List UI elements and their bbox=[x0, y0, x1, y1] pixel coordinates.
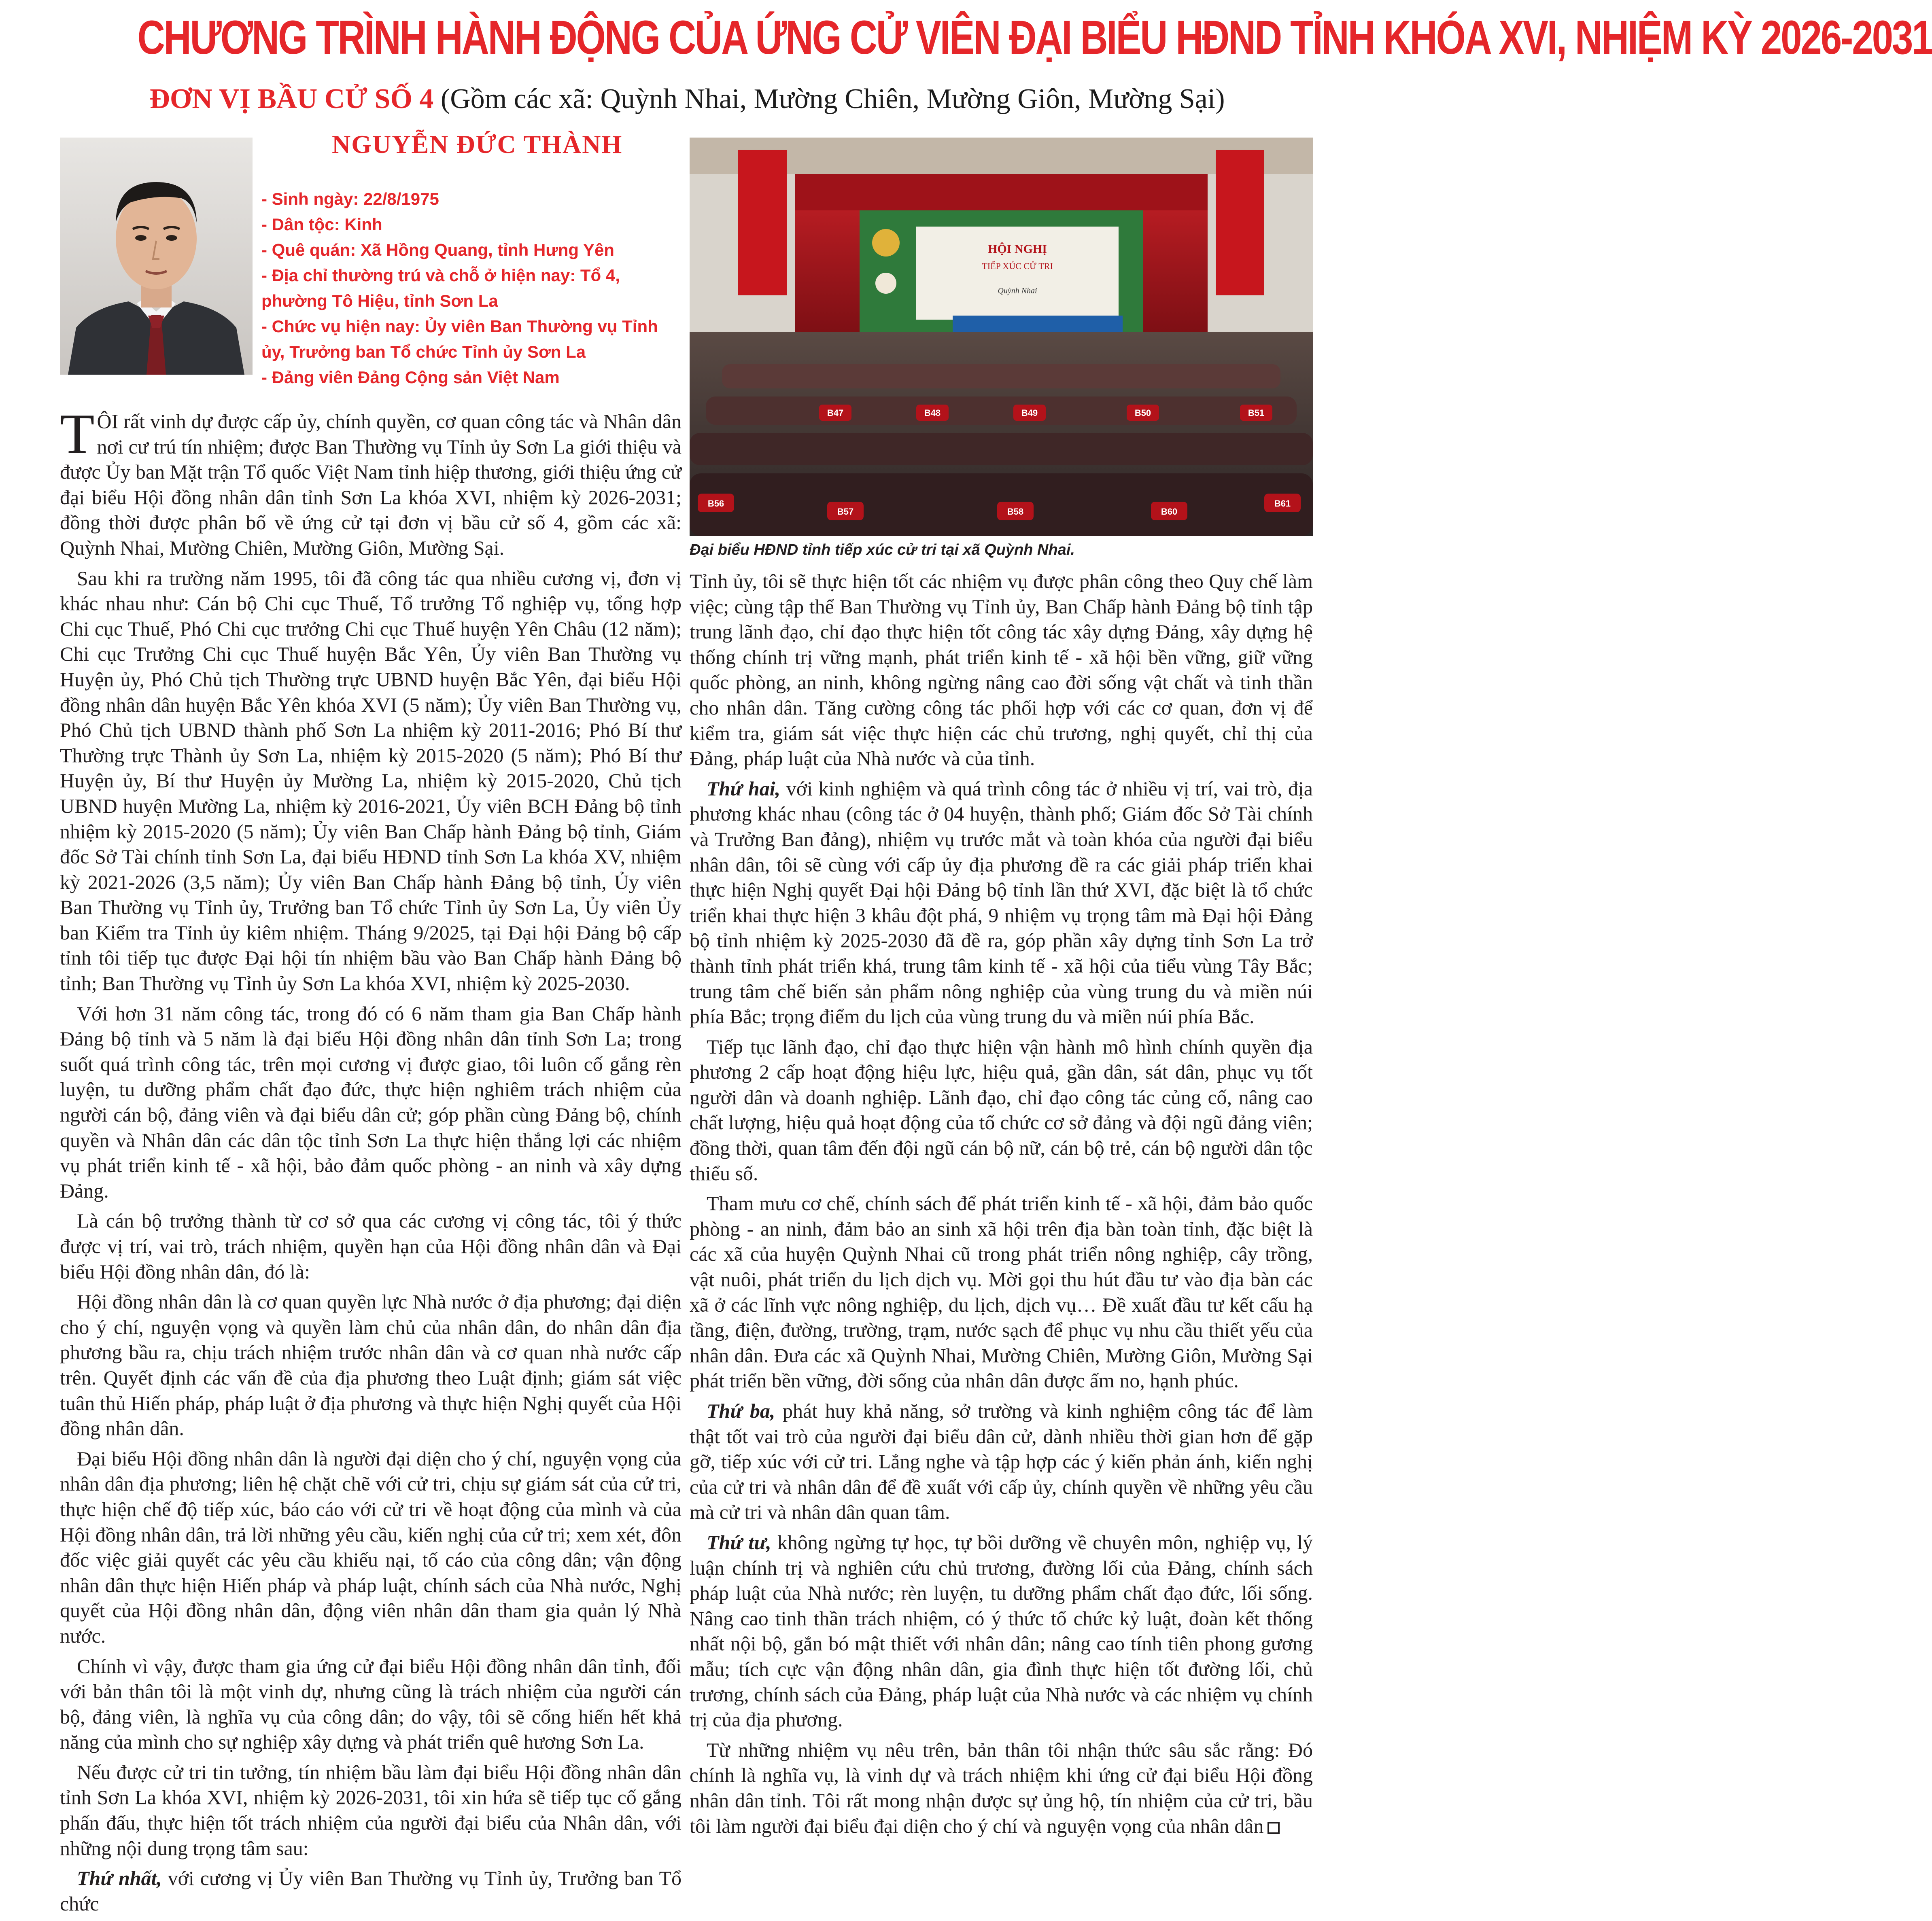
seat-label: B48 bbox=[924, 408, 941, 418]
conference-photo bbox=[690, 138, 1313, 536]
conference-hall-illustration bbox=[690, 138, 1313, 536]
seat-label: B58 bbox=[1007, 507, 1024, 517]
second-priority-text: với kinh nghiệm và quá trình công tác ở nhiều vị trí, vai trò, địa phương khác nhau (công tác ở 04 huyện, thành phố; Giám đốc Sở Tài chính và Trưởng Ban đảng), nhiệm vụ trước mắt và toàn khóa của người đại biểu nhân dân, tôi sẽ cùng với cấp ủy địa phương đề ra các giải pháp triển khai thực hiện Nghị quyết Đại hội Đảng bộ tỉnh lần thứ XVI, đặc biệt là tổ chức triển khai thực hiện 3 khâu đột phá, 9 nhiệm vụ trọng tâm mà Đại hội Đảng bộ tỉnh nhiệm kỳ 2025-2030 đã đề ra, góp phần xây dựng tỉnh Sơn La trở thành tỉnh phát triển khá, trung tâm kinh tế - xã hội của tiểu vùng Tây Bắc; trung tâm chế biến sản phẩm nông nghiệp của vùng trung du và miền núi phía Bắc; trọng điểm du lịch của vùng trung du và miền núi phía Bắc. bbox=[690, 777, 1313, 1028]
fourth-priority-lead: Thứ tư, bbox=[707, 1531, 771, 1554]
first-priority-lead: Thứ nhất, bbox=[77, 1867, 162, 1890]
seat-label: B60 bbox=[1161, 507, 1178, 517]
seat-label: B47 bbox=[827, 408, 844, 418]
photo-caption: Đại biểu HĐND tỉnh tiếp xúc cử tri tại xã Quỳnh Nhai. bbox=[690, 541, 1075, 558]
intro-paragraph bbox=[60, 403, 682, 561]
commitment-paragraph: Chính vì vậy, được tham gia ứng cử đại biểu Hội đồng nhân dân tỉnh, đối với bản thân tôi là một vinh dự, nhưng cũng là trách nhiệm của người cán bộ, đảng viên, là nghĩa vụ của công dân; do vậy, tôi sẽ cống hiến hết khả năng của mình cho sự nghiệp xây dựng và phát triển quê hương Sơn La. bbox=[60, 1654, 682, 1753]
bio-address: - Địa chỉ thường trú và chỗ ở hiện nay: Tổ 4, phường Tô Hiệu, tỉnh Sơn La bbox=[261, 266, 620, 310]
second-priority-lead: Thứ hai, bbox=[707, 777, 781, 800]
stage-banner-subtitle: TIẾP XÚC CỬ TRI bbox=[982, 261, 1053, 271]
end-mark-icon bbox=[1267, 1822, 1280, 1834]
stage-banner-title: HỘI NGHỊ bbox=[988, 242, 1047, 256]
career-paragraph: Sau khi ra trường năm 1995, tôi đã công tác qua nhiều cương vị, đơn vị khác nhau như: Cán bộ Chi cục Thuế, Tổ trưởng Tổ nghiệp vụ, tổng hợp Chi cục Thuế, Phó Chi cục trưởng Chi cục Thuế huyện Yên Châu (12 năm); Chi cục Trưởng Chi cục Thuế huyện Bắc Yên, Ủy viên Ban Thường vụ Huyện ủy, Phó Chủ tịch Thường trực UBND huyện Bắc Yên, đại biểu Hội đồng nhân dân huyện Bắc Yên khóa XVI (5 năm); Ủy viên Ban Thường vụ, Phó Chủ tịch UBND thành phố Sơn La nhiệm kỳ 2011-2016; Phó Bí thư Thường trực Thành ủy Sơn La, nhiệm kỳ 2015-2020 (5 năm); Phó Bí thư Huyện ủy, Bí thư Huyện ủy Mường La, nhiệm kỳ 2015-2020, Chủ tịch UBND huyện Mường La, nhiệm kỳ 2016-2021, Ủy viên BCH Đảng bộ tỉnh nhiệm kỳ 2015-2020 (5 năm); Ủy viên Ban Chấp hành Đảng bộ tỉnh, Giám đốc Sở Tài chính tỉnh Sơn La, đại biểu HĐND tỉnh Sơn La khóa XV, nhiệm kỳ 2021-2026 (3,5 năm); Ủy viên Ban Chấp hành Đảng bộ tỉnh, Ủy viên Ban Thường vụ Tỉnh ủy, Trưởng ban Tổ chức Tỉnh ủy Sơn La, Ủy viên Ủy ban Kiểm tra Tỉnh ủy kiêm nhiệm. Tháng 9/2025, tại Đại hội Đảng bộ cấp tỉnh tôi tiếp tục được Đại hội tín nhiệm bầu vào Ban Chấp hành Đảng bộ tỉnh; Ban Thường vụ Tỉnh ủy Sơn La khóa XVI, nhiệm kỳ 2025-2030. bbox=[60, 566, 682, 995]
drop-cap: T bbox=[60, 403, 95, 465]
bio-hometown: - Quê quán: Xã Hồng Quang, tỉnh Hưng Yên bbox=[261, 240, 614, 259]
local-government-paragraph: Tiếp tục lãnh đạo, chỉ đạo thực hiện vận hành mô hình chính quyền địa phương 2 cấp hoạt động hiệu lực, hiệu quả, gần dân, sát dân, phục vụ tốt người dân và doanh nghiệp. Lãnh đạo, chỉ đạo công tác củng cố, nâng cao chất lượng, hiệu quả hoạt động của tổ chức cơ sở đảng và đội ngũ đảng viên; đồng thời, quan tâm đến đội ngũ cán bộ nữ, cán bộ trẻ, cán bộ người dân tộc thiểu số. bbox=[690, 1035, 1313, 1185]
role-awareness-paragraph: Là cán bộ trưởng thành từ cơ sở qua các cương vị công tác, tôi ý thức được vị trí, vai trò, trách nhiệm, quyền hạn của Hội đồng nhân dân và Đại biểu Hội đồng nhân dân, đó là: bbox=[60, 1209, 682, 1283]
page-headline: CHƯƠNG TRÌNH HÀNH ĐỘNG CỦA ỨNG CỬ VIÊN ĐẠI BIỂU HĐND TỈNH KHÓA XVI, NHIỆM KỲ 2026-2031 bbox=[137, 11, 1932, 64]
seat-label: B51 bbox=[1248, 408, 1265, 418]
portrait-illustration bbox=[60, 138, 253, 375]
pledge-paragraph: Nếu được cử tri tin tưởng, tín nhiệm bầu làm đại biểu Hội đồng nhân dân tỉnh Sơn La khóa XVI, nhiệm kỳ 2026-2031, tôi xin hứa sẽ tiếp tục cố gắng phấn đấu, thực hiện tốt trách nhiệm của người đại biểu của Nhân dân, với những nội dung trọng tâm sau: bbox=[60, 1760, 682, 1860]
bio-position: - Chức vụ hiện nay: Ủy viên Ban Thường vụ Tỉnh ủy, Trưởng ban Tổ chức Tỉnh ủy Sơn La bbox=[261, 317, 658, 361]
electoral-unit-communes: (Gồm các xã: Quỳnh Nhai, Mường Chiên, Mường Giôn, Mường Sại) bbox=[433, 83, 1225, 114]
bio-birth-date: - Sinh ngày: 22/8/1975 bbox=[261, 189, 439, 208]
stage-banner-location: Quỳnh Nhai bbox=[998, 286, 1037, 295]
first-priority-continued: Tỉnh ủy, tôi sẽ thực hiện tốt các nhiệm vụ được phân công theo Quy chế làm việc; cùng tập thể Ban Thường vụ Tỉnh ủy, Ban Chấp hành Đảng bộ tỉnh tập trung lãnh đạo, chỉ đạo thực hiện tốt công tác xây dựng Đảng, xây dựng hệ thống chính trị vững mạnh, phát triển kinh tế - xã hội bền vững, giữ vững quốc phòng, an ninh, không ngừng nâng cao đời sống vật chất và tinh thần cho nhân dân. Tăng cường công tác phối hợp với các cơ quan, đơn vị để kiểm tra, giám sát việc thực hiện các chủ trương, nghị quyết, chỉ thị của Đảng, pháp luật của Nhà nước và của tỉnh. bbox=[690, 570, 1313, 770]
seat-label: B50 bbox=[1134, 408, 1151, 418]
bio-ethnicity: - Dân tộc: Kinh bbox=[261, 215, 382, 234]
economic-policy-paragraph: Tham mưu cơ chế, chính sách để phát triển kinh tế - xã hội, đảm bảo quốc phòng - an ninh, đảm bảo an sinh xã hội trên địa bàn toàn tỉnh, đặc biệt là các xã của huyện Quỳnh Nhai cũ trong phát triển nông nghiệp, cây trồng, vật nuôi, phát triển du lịch dịch vụ. Mời gọi thu hút đầu tư vào địa bàn các xã ở các lĩnh vực nông nghiệp, du lịch, dịch vụ… Đề xuất đầu tư kết cấu hạ tầng, điện, đường, trường, trạm, nước sạch để phục vụ nhu cầu thiết yếu của nhân dân. Đưa các xã Quỳnh Nhai, Mường Chiên, Mường Giôn, Mường Sại phát triển bền vững, đời sống của nhân dân được ấm no, hạnh phúc. bbox=[690, 1192, 1313, 1392]
first-priority-paragraph bbox=[60, 1866, 682, 1916]
seat-label: B56 bbox=[707, 498, 724, 509]
candidate-name: NGUYỄN ĐỨC THÀNH bbox=[332, 130, 623, 159]
third-priority-lead: Thứ ba, bbox=[707, 1399, 775, 1422]
candidate-bio-list bbox=[261, 186, 674, 390]
closing-text: Từ những nhiệm vụ nêu trên, bản thân tôi nhận thức sâu sắc rằng: Đó chính là nghĩa vụ, là vinh dự và trách nhiệm khi ứng cử đại biểu Hội đồng nhân dân tỉnh. Tôi rất mong nhận được sự ủng hộ, tín nhiệm của cử tri, bầu tôi làm người đại biểu đại diện cho ý chí và nguyện vọng của nhân dân bbox=[690, 1738, 1313, 1837]
closing-paragraph bbox=[690, 1737, 1313, 1838]
intro-text: ÔI rất vinh dự được cấp ủy, chính quyền, cơ quan công tác và Nhân dân nơi cư trú tín nhiệm; được Ban Thường vụ Tỉnh ủy Sơn La giới thiệu và được Ủy ban Mặt trận Tổ quốc Việt Nam tỉnh hiệp thương, giới thiệu ứng cử đại biểu Hội đồng nhân dân tỉnh Sơn La khóa XVI, nhiệm kỳ 2026-2031; đồng thời được phân bổ về ứng cử tại đơn vị bầu cử số 4, gồm các xã: Quỳnh Nhai, Mường Chiên, Mường Giôn, Mường Sại. bbox=[60, 410, 682, 559]
first-priority-text: với cương vị Ủy viên Ban Thường vụ Tỉnh ủy, Trưởng ban Tổ chức bbox=[60, 1867, 682, 1915]
article-column-right bbox=[690, 568, 1313, 1843]
electoral-unit-number: ĐƠN VỊ BẦU CỬ SỐ 4 bbox=[149, 83, 434, 114]
council-role-paragraph: Hội đồng nhân dân là cơ quan quyền lực Nhà nước ở địa phương; đại diện cho ý chí, nguyện vọng và quyền làm chủ của nhân dân, do nhân dân địa phương bầu ra, chịu trách nhiệm trước nhân dân và cơ quan nhà nước cấp trên. Quyết định các vấn đề của địa phương theo Luật định; giám sát việc tuân thủ Hiến pháp, pháp luật ở địa phương và thực hiện Nghị quyết của Hội đồng nhân dân. bbox=[60, 1290, 682, 1440]
article-column-left bbox=[60, 403, 682, 1921]
fourth-priority-text: không ngừng tự học, tự bồi dưỡng về chuyên môn, nghiệp vụ, lý luận chính trị và nghiên cứu chủ trương, đường lối của Đảng, chính sách pháp luật của Nhà nước; rèn luyện, tu dưỡng phẩm chất đạo đức, lối sống. Nâng cao tinh thần trách nhiệm, có ý thức tổ chức kỷ luật, đoàn kết thống nhất nội bộ, gắn bó mật thiết với nhân dân; nâng cao tính tiên phong gương mẫu; tích cực vận động nhân dân, gia đình thực hiện tốt đường lối, chủ trương, chính sách của Đảng, pháp luật của Nhà nước và các nhiệm vụ chính trị của địa phương. bbox=[690, 1531, 1313, 1731]
fourth-priority-paragraph bbox=[690, 1530, 1313, 1732]
seat-label: B61 bbox=[1274, 498, 1291, 509]
third-priority-text: phát huy khả năng, sở trường và kinh nghiệm công tác để làm thật tốt vai trò của người đại biểu dân cử, dành nhiều thời gian hơn để gặp gỡ, tiếp xúc với cử tri. Lắng nghe và tập hợp các ý kiến phản ánh, kiến nghị của cử tri và nhân dân để đề xuất với cấp ủy, chính quyền về những yêu cầu mà cử tri và nhân dân quan tâm. bbox=[690, 1399, 1313, 1524]
electoral-unit-line bbox=[0, 81, 1374, 117]
third-priority-paragraph bbox=[690, 1398, 1313, 1525]
bust-statue-icon bbox=[875, 273, 896, 294]
seat-label: B49 bbox=[1021, 408, 1038, 418]
experience-paragraph: Với hơn 31 năm công tác, trong đó có 6 năm tham gia Ban Chấp hành Đảng bộ tỉnh và 5 năm là đại biểu Hội đồng nhân dân tỉnh Sơn La; trong suốt quá trình công tác, trên mọi cương vị được giao, tôi luôn cố gắng rèn luyện, tu dưỡng phẩm chất đạo đức, thực hiện nghiêm trách nhiệm của người cán bộ, đảng viên và đại biểu dân cử; góp phần cùng Đảng bộ, chính quyền và Nhân dân các dân tộc tỉnh Sơn La thực hiện thắng lợi các nhiệm vụ phát triển kinh tế - xã hội, bảo đảm quốc phòng - an ninh và xây dựng Đảng. bbox=[60, 1002, 682, 1202]
party-emblem-icon bbox=[872, 229, 900, 257]
seat-label: B57 bbox=[837, 507, 854, 517]
candidate-portrait bbox=[60, 138, 253, 375]
bio-party-membership: - Đảng viên Đảng Cộng sản Việt Nam bbox=[261, 368, 560, 387]
delegate-role-paragraph: Đại biểu Hội đồng nhân dân là người đại diện cho ý chí, nguyện vọng của nhân dân địa phương; liên hệ chặt chẽ với cử tri, chịu sự giám sát của cử tri, thực hiện chế độ tiếp xúc, báo cáo với cử tri về hoạt động của mình và của Hội đồng nhân dân, trả lời những yêu cầu, kiến nghị của cử tri; xem xét, đôn đốc việc giải quyết các yêu cầu khiếu nại, tố cáo của công dân; vận động nhân dân thực hiện Hiến pháp và pháp luật, chính sách của Nhà nước, Nghị quyết của Hội đồng nhân dân, động viên nhân dân tham gia quản lý Nhà nước. bbox=[60, 1447, 682, 1647]
second-priority-paragraph bbox=[690, 776, 1313, 1029]
